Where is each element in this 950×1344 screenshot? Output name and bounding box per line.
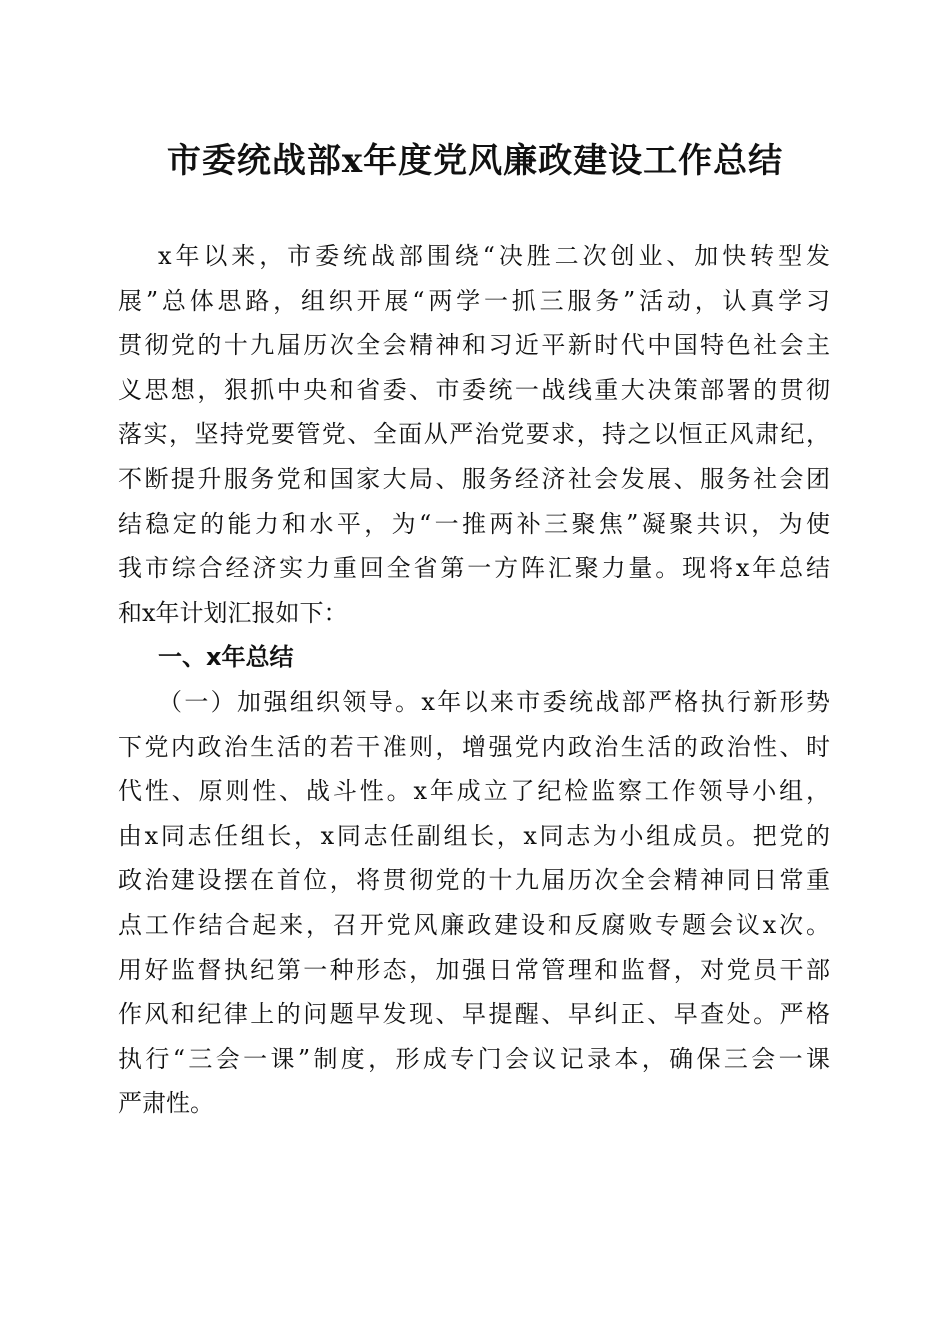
- intro-line: 我市综合经济实力重回全省第一方阵汇聚力量。现将x年总结: [118, 554, 830, 583]
- subsection-first-line-rest: x年以来市委统战部严格执行新形势: [421, 687, 830, 716]
- subsection-line: 用好监督执纪第一种形态，加强日常管理和监督，对党员干部: [118, 955, 830, 984]
- intro-line: 和x年计划汇报如下：: [118, 598, 348, 627]
- subsection-first-line: [118, 680, 830, 725]
- intro-line: x年以来，市委统战部围绕“决胜二次创业、加快转型发: [158, 242, 830, 270]
- subsection-lead: （一）加强组织领导。: [158, 687, 422, 716]
- subsection-line: 代性、原则性、战斗性。x年成立了纪检监察工作领导小组，: [118, 777, 830, 806]
- subsection-line: 严肃性。: [118, 1089, 214, 1118]
- subsection-line: 政治建设摆在首位，将贯彻党的十九届历次全会精神同日常重: [118, 866, 830, 895]
- intro-line: 义思想，狠抓中央和省委、市委统一战线重大决策部署的贯彻: [118, 375, 830, 404]
- document-title: 市委统战部x年度党风廉政建设工作总结: [166, 141, 784, 181]
- subsection-line: 作风和纪律上的问题早发现、早提醒、早纠正、早查处。严格: [118, 1000, 830, 1029]
- subsection-line: 下党内政治生活的若干准则，增强党内政治生活的政治性、时: [118, 732, 830, 761]
- subsection-line: 由x同志任组长，x同志任副组长，x同志为小组成员。把党的: [118, 821, 830, 850]
- intro-line: 贯彻党的十九届历次全会精神和习近平新时代中国特色社会主: [118, 331, 830, 360]
- subsection-line: 点工作结合起来，召开党风廉政建设和反腐败专题会议x次。: [118, 910, 830, 939]
- intro-line: 展”总体思路，组织开展“两学一抓三服务”活动，认真学习: [118, 286, 830, 315]
- intro-line: 不断提升服务党和国家大局、服务经济社会发展、服务社会团: [118, 464, 830, 493]
- section-heading: 一、x年总结: [158, 643, 294, 672]
- subsection-line: 执行“三会一课”制度，形成专门会议记录本，确保三会一课: [118, 1044, 830, 1073]
- intro-line: 落实，坚持党要管党、全面从严治党要求，持之以恒正风肃纪，: [118, 420, 830, 449]
- document-body: [118, 234, 830, 1126]
- intro-line: 结稳定的能力和水平，为“一推两补三聚焦”凝聚共识，为使: [118, 509, 830, 538]
